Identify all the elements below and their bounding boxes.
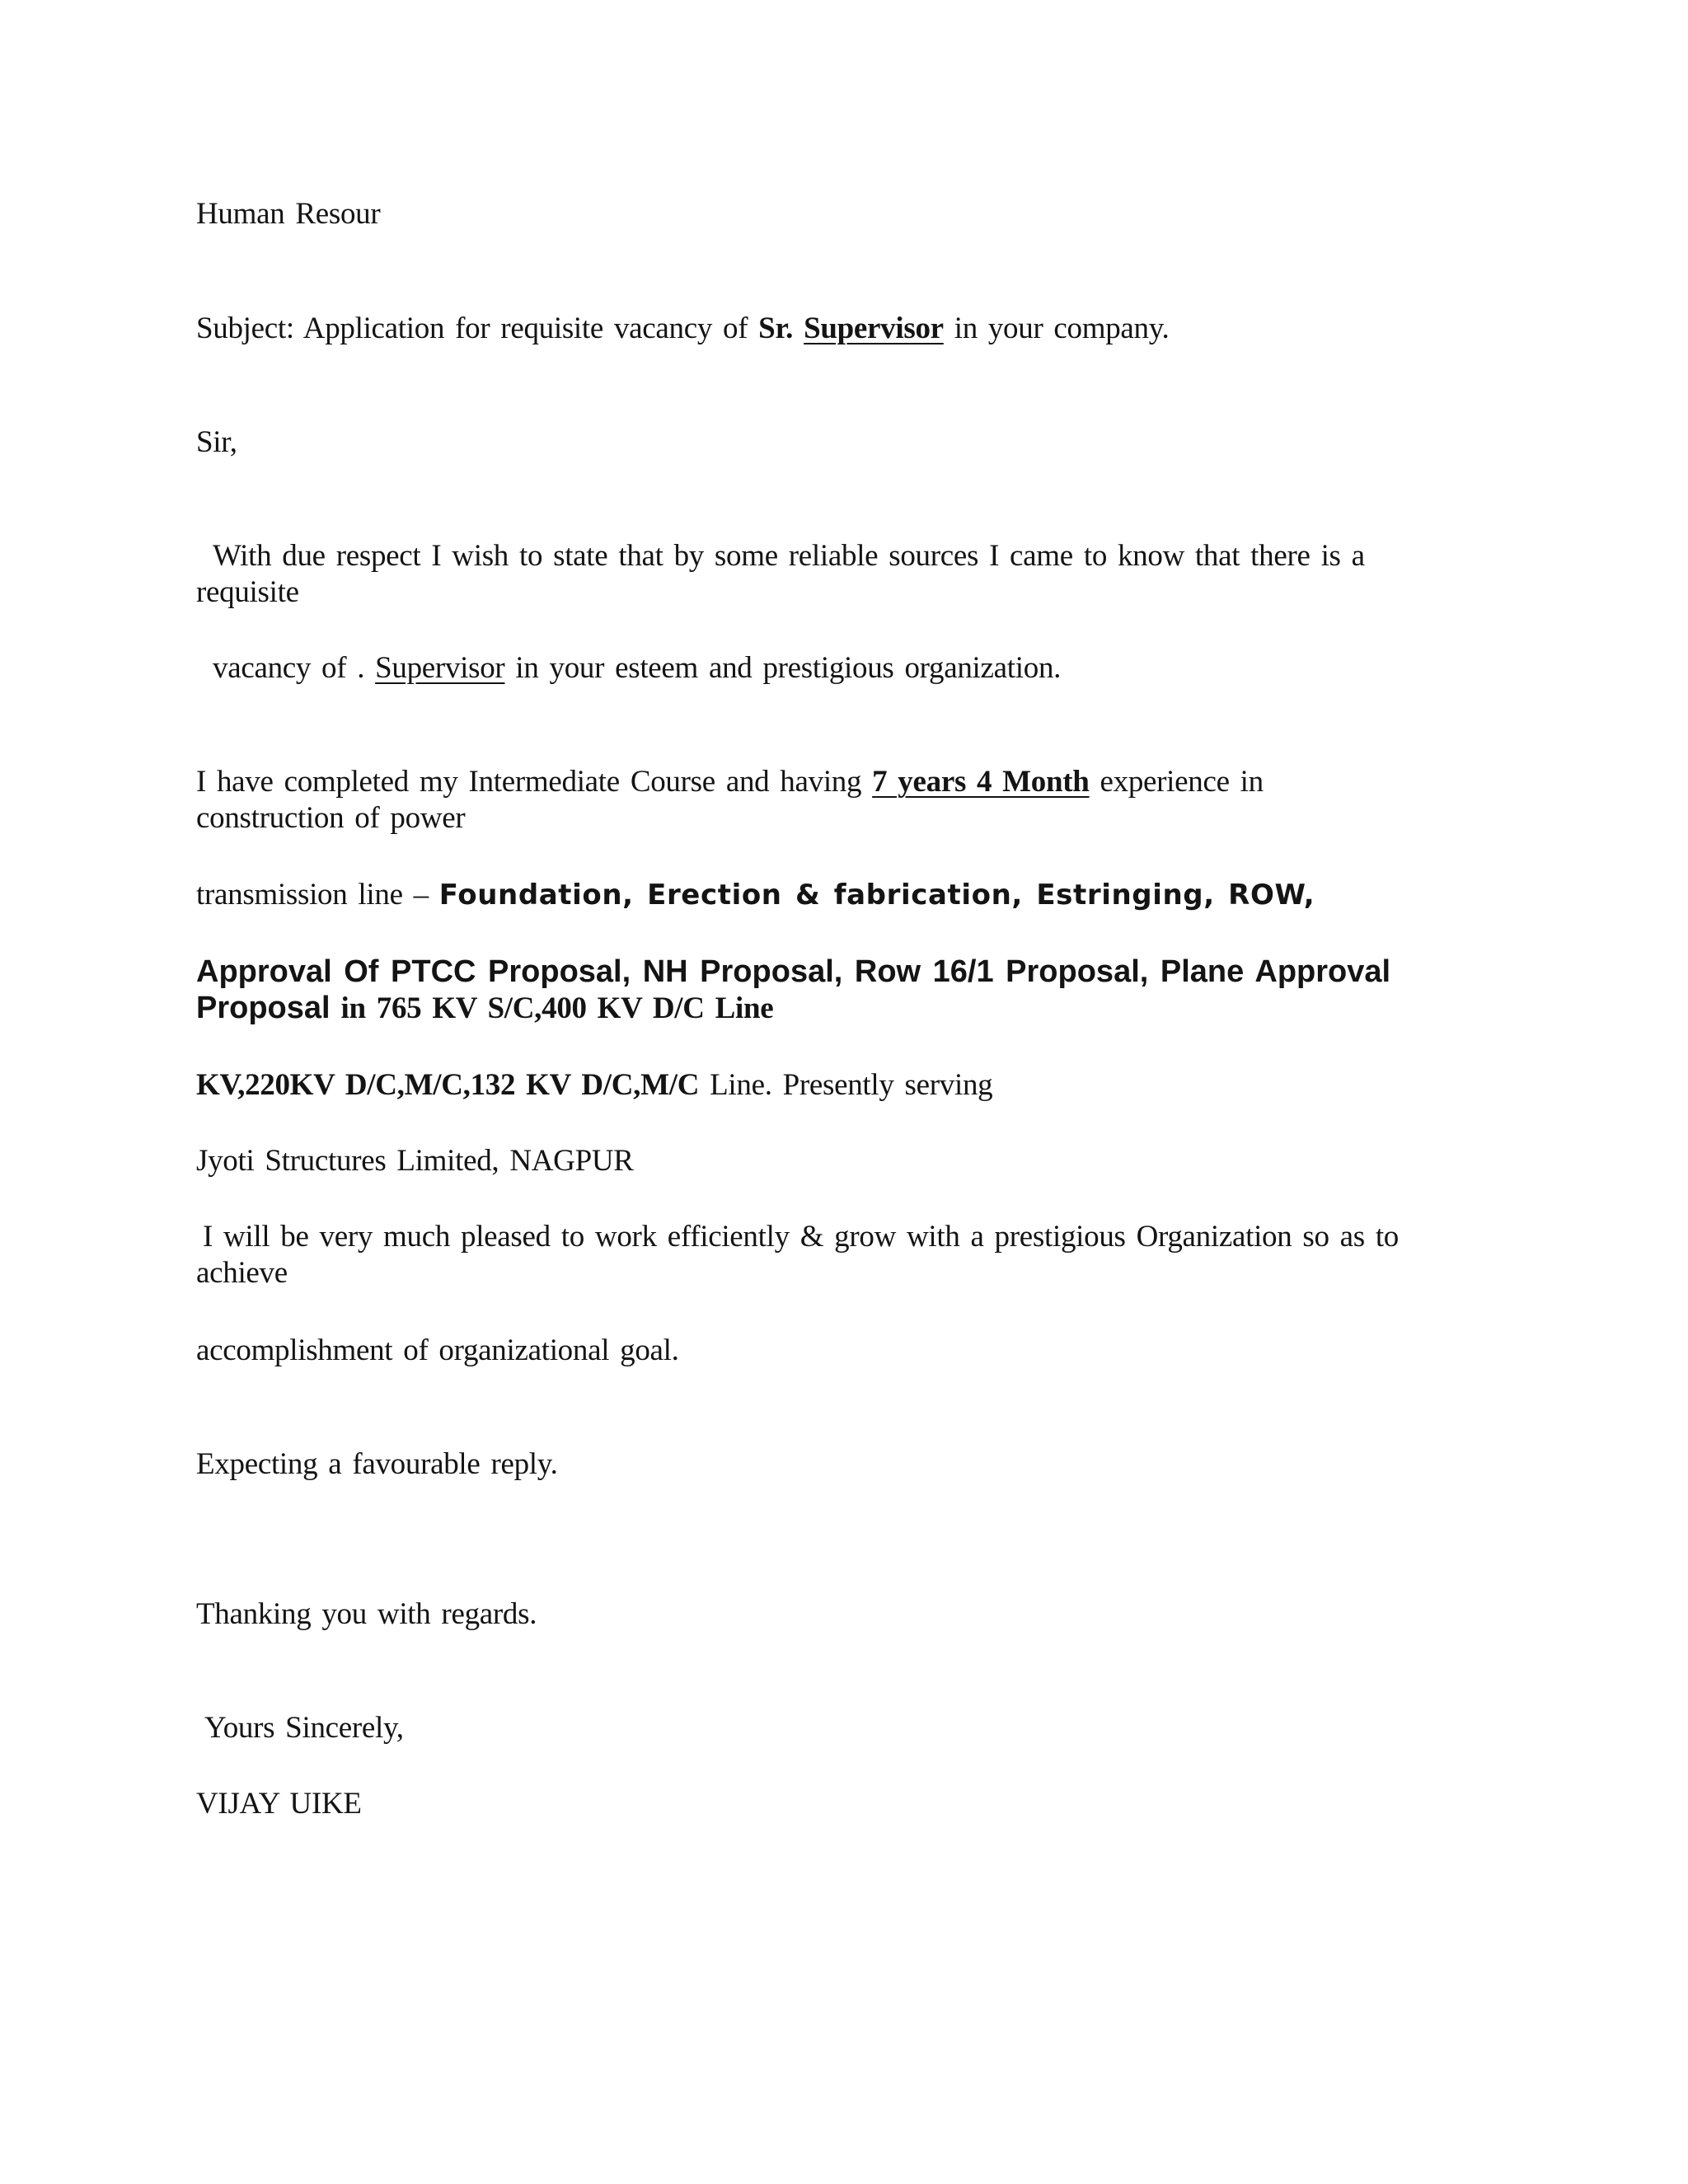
para1-line3-suffix: in your esteem and prestigious organization. [504,651,1062,685]
salutation [196,424,237,461]
line-voltage-1: in 765 KV S/C,400 KV D/C Line [330,991,774,1025]
signoff-text: Yours Sincerely, [204,1711,404,1745]
subject-prefix: Subject: Application for requisite vacancy of [196,312,759,345]
line-voltage-2: KV,220KV D/C,M/C,132 KV D/C,M/C [196,1068,700,1102]
para1-line2-text: requisite [196,575,299,609]
para1-line3 [213,650,1061,687]
para3-line1-text: I will be very much pleased to work efficiently & grow with a prestigious Organization so as to [203,1220,1400,1254]
para3-line3 [196,1333,679,1369]
para2-line7 [196,1143,634,1179]
para2-line1-prefix: I have completed my Intermediate Course and having [196,765,873,799]
approval-proposals: Approval Of PTCC Proposal, NH Proposal, Row 16/1 Proposal, Plane Approval [196,954,1391,989]
work-scope-list: Foundation, Erection & fabrication, Estringing, ROW, [438,879,1315,912]
para3-line3-text: accomplishment of organizational goal. [196,1333,679,1367]
subject-line [196,311,1170,347]
para2-line2 [196,800,465,837]
experience-duration: 7 years 4 Month [872,765,1090,799]
para1-line2 [196,574,299,611]
para2-line5 [196,990,773,1027]
para2-line3 [196,877,1315,913]
closing-expecting [196,1446,558,1483]
recipient-line [196,196,380,232]
para2-line4 [196,954,1390,991]
signature-name: VIJAY UIKE [196,1787,362,1821]
closing-expecting-text: Expecting a favourable reply. [196,1447,558,1481]
para3-line2-text: achieve [196,1256,288,1290]
para2-line6 [196,1067,992,1104]
closing-thanking [196,1596,537,1633]
para1-line3-role: Supervisor [375,651,505,685]
salutation-text: Sir, [196,425,237,459]
para1-line1 [213,538,1365,574]
subject-title-role: Supervisor [804,312,944,345]
para1-line3-prefix: vacancy of . [213,651,376,685]
para2-line3-prefix: transmission line – [196,878,439,912]
proposal-word: Proposal [196,991,331,1025]
recipient: Human Resour [196,197,381,231]
para2-line6-suffix: Line. Presently serving [699,1068,993,1102]
closing-thanking-text: Thanking you with regards. [196,1597,537,1631]
subject-suffix: in your company. [943,312,1170,345]
signoff [204,1710,404,1746]
subject-title-sr: Sr. [758,312,794,345]
para2-line1 [196,764,1264,800]
para3-line1 [203,1219,1399,1255]
current-employer: Jyoti Structures Limited, NAGPUR [196,1144,634,1178]
para1-line1-text: With due respect I wish to state that by some reliable sources I came to know that there is a [213,539,1365,573]
para2-line2-text: construction of power [196,801,466,835]
para2-line1-suffix: experience in [1089,765,1264,799]
para3-line2 [196,1255,288,1291]
signature [196,1786,362,1822]
